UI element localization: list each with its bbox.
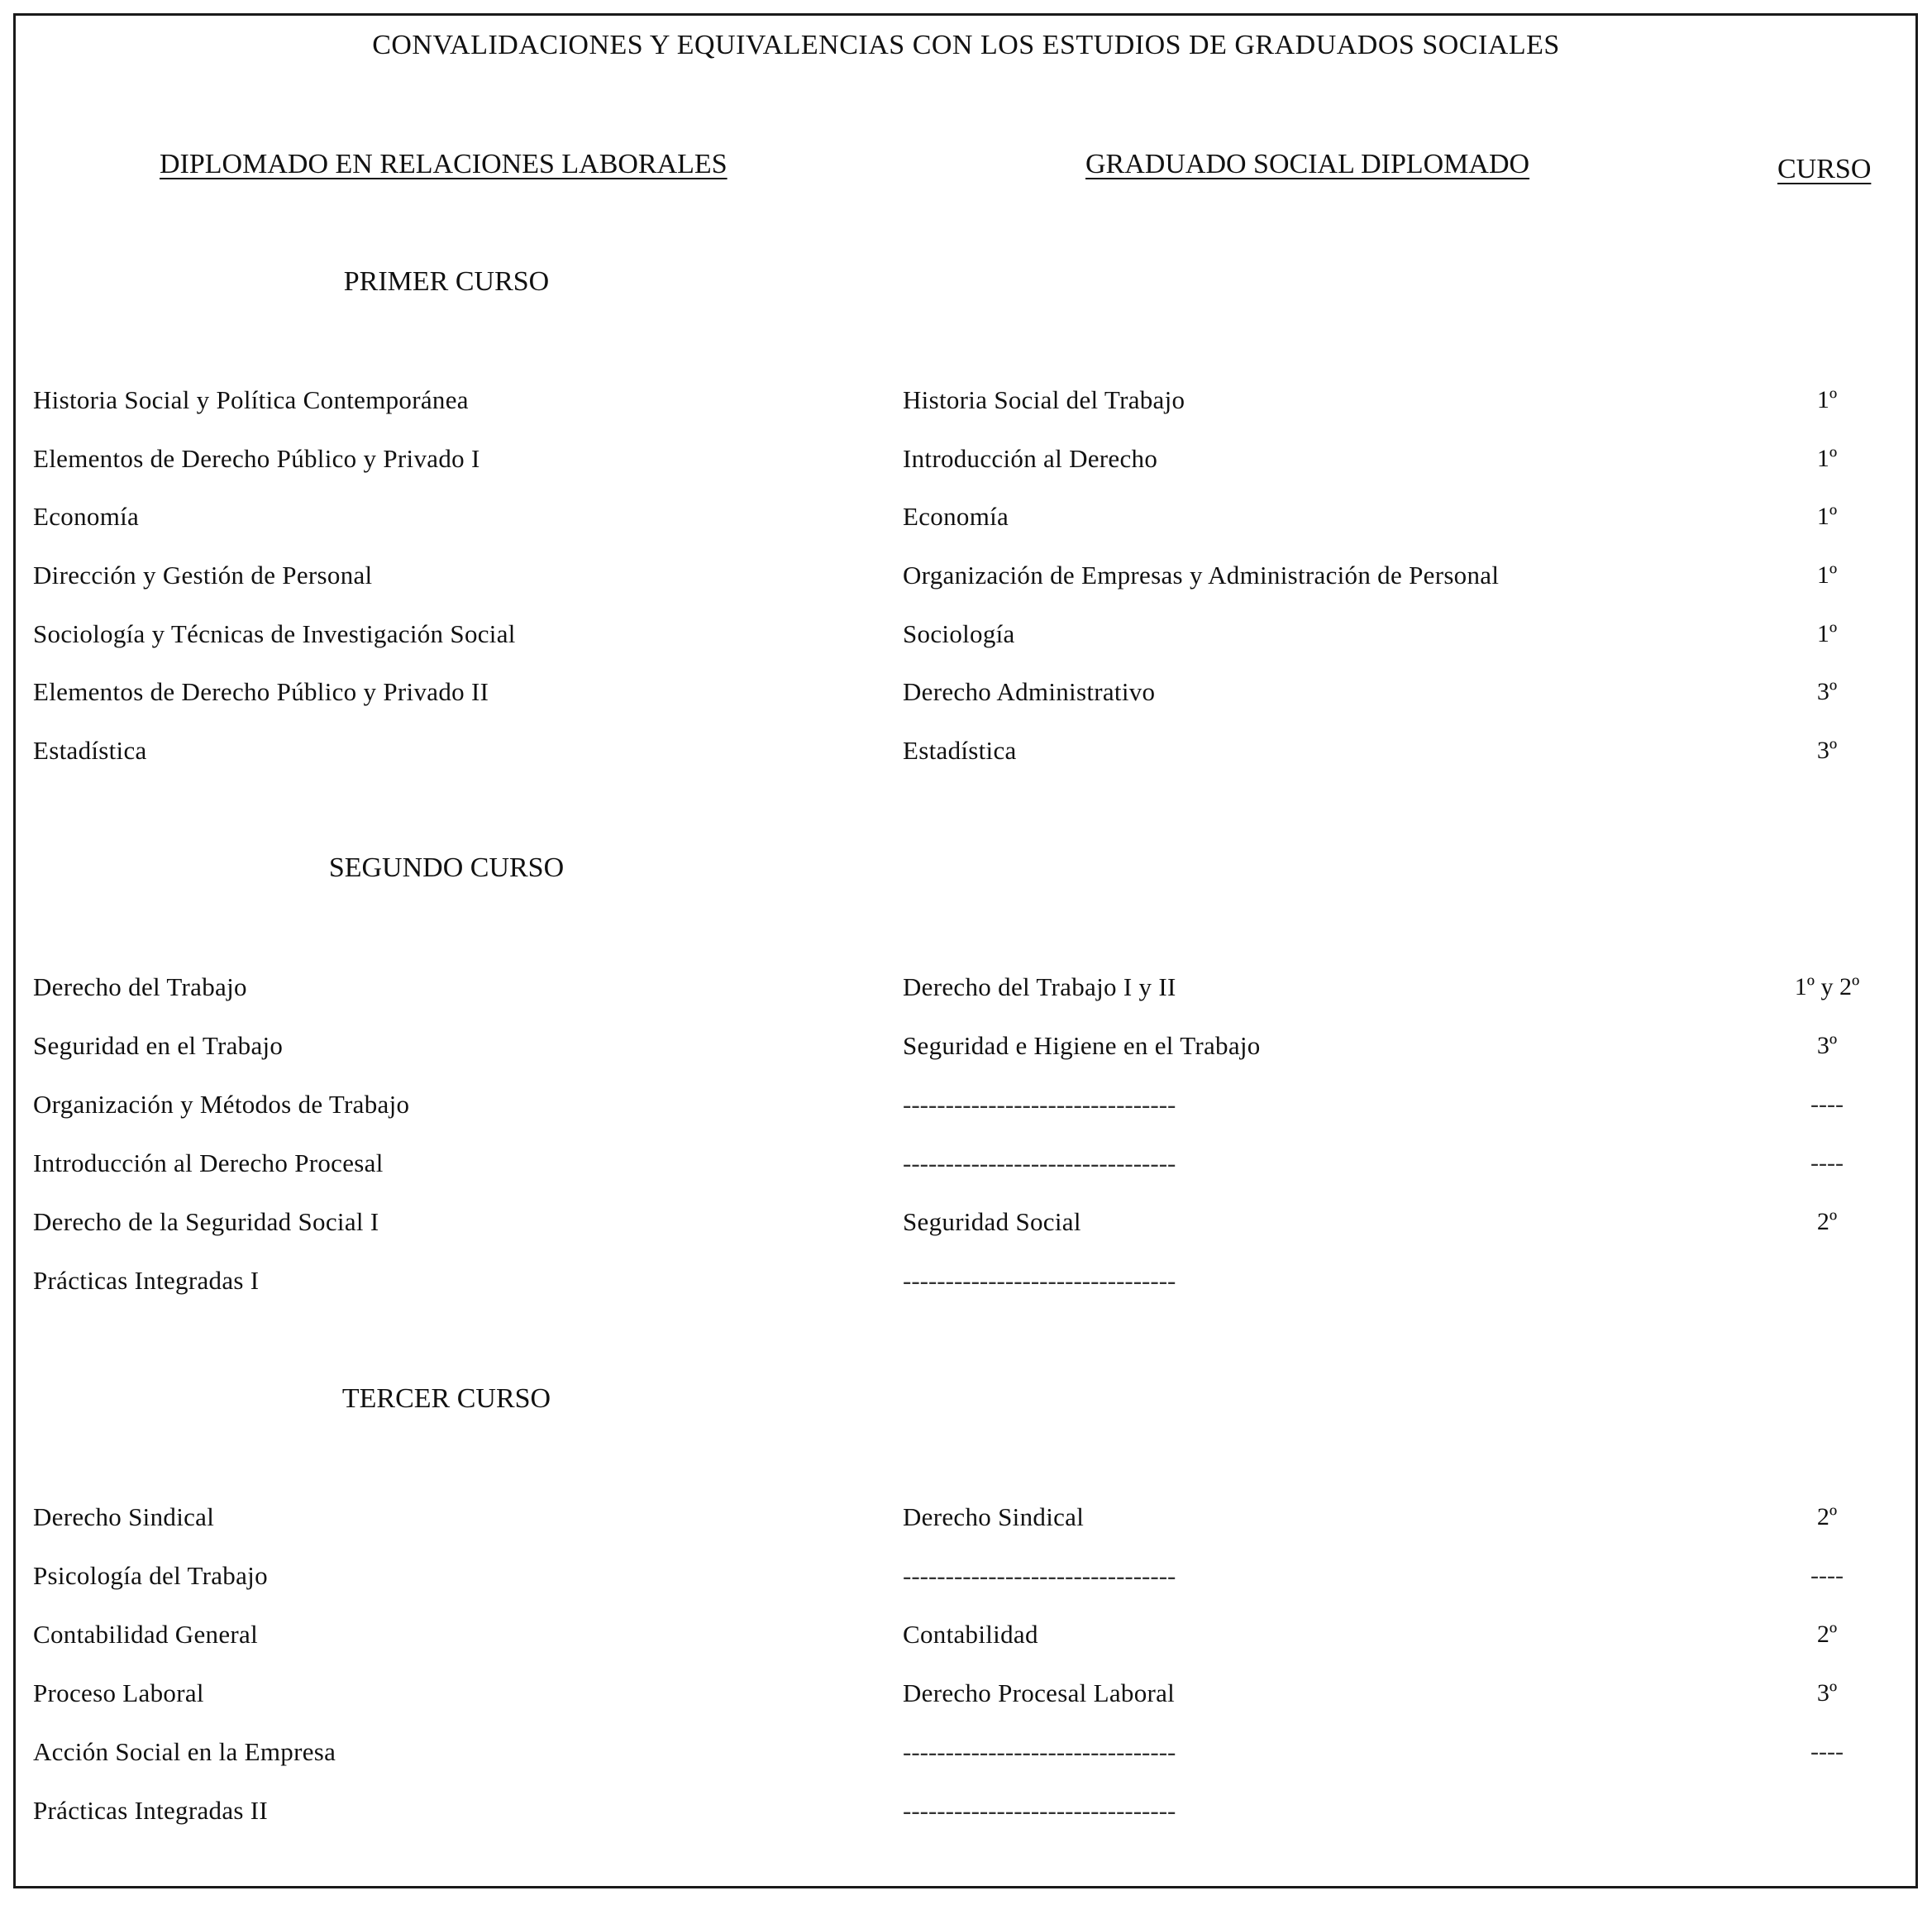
diplomado-subject: Elementos de Derecho Público y Privado I xyxy=(33,444,480,473)
curso-value: 3º xyxy=(1816,678,1838,705)
table-row xyxy=(0,674,1932,710)
curso-value: 3º xyxy=(1816,1032,1838,1059)
table-row xyxy=(0,1558,1932,1594)
curso-value: 1º xyxy=(1816,620,1838,647)
table-row xyxy=(0,1499,1932,1535)
table-row xyxy=(0,1263,1932,1299)
diplomado-subject: Organización y Métodos de Trabajo xyxy=(33,1090,410,1119)
diplomado-subject: Derecho del Trabajo xyxy=(33,972,247,1001)
graduado-subject: -------------------------------- xyxy=(903,1737,1176,1766)
column-header-curso: CURSO xyxy=(1777,154,1872,184)
graduado-subject: -------------------------------- xyxy=(903,1796,1176,1825)
diplomado-subject: Elementos de Derecho Público y Privado II xyxy=(33,677,489,706)
table-row xyxy=(0,616,1932,652)
curso-value: 1º xyxy=(1816,503,1838,530)
graduado-subject: -------------------------------- xyxy=(903,1266,1176,1295)
graduado-subject: Contabilidad xyxy=(903,1620,1038,1649)
curso-value: 3º xyxy=(1816,1679,1838,1707)
diplomado-subject: Sociología y Técnicas de Investigación Social xyxy=(33,619,516,648)
section-heading-segundo-curso: SEGUNDO CURSO xyxy=(328,852,565,883)
graduado-subject: -------------------------------- xyxy=(903,1561,1176,1590)
column-header-diplomado: DIPLOMADO EN RELACIONES LABORALES xyxy=(160,149,727,179)
curso-value: 1º xyxy=(1816,386,1838,413)
column-header-graduado: GRADUADO SOCIAL DIPLOMADO xyxy=(1085,149,1530,179)
section-heading-tercer-curso: TERCER CURSO xyxy=(341,1383,551,1414)
curso-value: 1º xyxy=(1816,561,1838,589)
section-heading-primer-curso: PRIMER CURSO xyxy=(343,266,550,297)
diplomado-subject: Proceso Laboral xyxy=(33,1678,204,1707)
diplomado-subject: Seguridad en el Trabajo xyxy=(33,1031,284,1060)
diplomado-subject: Psicología del Trabajo xyxy=(33,1561,268,1590)
table-row xyxy=(0,1145,1932,1182)
diplomado-subject: Acción Social en la Empresa xyxy=(33,1737,336,1766)
graduado-subject: -------------------------------- xyxy=(903,1090,1176,1119)
table-row xyxy=(0,1675,1932,1712)
diplomado-subject: Historia Social y Política Contemporánea xyxy=(33,385,469,414)
table-row xyxy=(0,969,1932,1005)
graduado-subject: Derecho Procesal Laboral xyxy=(903,1678,1176,1707)
diplomado-subject: Derecho Sindical xyxy=(33,1502,215,1531)
curso-value: 1º y 2º xyxy=(1794,973,1860,1000)
diplomado-subject: Introducción al Derecho Procesal xyxy=(33,1148,384,1177)
curso-value: ---- xyxy=(1810,1091,1844,1118)
diplomado-subject: Prácticas Integradas II xyxy=(33,1796,269,1825)
curso-value: 2º xyxy=(1816,1621,1838,1648)
graduado-subject: Derecho del Trabajo I y II xyxy=(903,972,1176,1001)
graduado-subject: Estadística xyxy=(903,736,1017,765)
graduado-subject: Economía xyxy=(903,502,1009,531)
curso-value: 2º xyxy=(1816,1208,1838,1235)
graduado-subject: Introducción al Derecho xyxy=(903,444,1158,473)
table-row xyxy=(0,499,1932,535)
curso-value: 2º xyxy=(1816,1503,1838,1530)
graduado-subject: Derecho Administrativo xyxy=(903,677,1156,706)
table-row xyxy=(0,1204,1932,1240)
graduado-subject: Seguridad Social xyxy=(903,1207,1081,1236)
curso-value: ---- xyxy=(1810,1149,1844,1177)
table-row xyxy=(0,1028,1932,1064)
curso-value: ---- xyxy=(1810,1562,1844,1589)
diplomado-subject: Prácticas Integradas I xyxy=(33,1266,260,1295)
graduado-subject: Seguridad e Higiene en el Trabajo xyxy=(903,1031,1261,1060)
table-row xyxy=(0,441,1932,477)
graduado-subject: -------------------------------- xyxy=(903,1148,1176,1177)
document-title: CONVALIDACIONES Y EQUIVALENCIAS CON LOS ESTUDIOS DE GRADUADOS SOCIALES xyxy=(372,30,1560,60)
diplomado-subject: Derecho de la Seguridad Social I xyxy=(33,1207,379,1236)
table-row xyxy=(0,382,1932,418)
curso-value: 3º xyxy=(1816,737,1838,764)
graduado-subject: Historia Social del Trabajo xyxy=(903,385,1185,414)
table-row xyxy=(0,1086,1932,1123)
table-row xyxy=(0,1793,1932,1829)
diplomado-subject: Contabilidad General xyxy=(33,1620,258,1649)
table-row xyxy=(0,557,1932,594)
graduado-subject: Derecho Sindical xyxy=(903,1502,1085,1531)
diplomado-subject: Economía xyxy=(33,502,140,531)
table-row xyxy=(0,1616,1932,1653)
table-row xyxy=(0,1734,1932,1770)
curso-value: ---- xyxy=(1810,1738,1844,1765)
graduado-subject: Sociología xyxy=(903,619,1015,648)
diplomado-subject: Estadística xyxy=(33,736,147,765)
graduado-subject: Organización de Empresas y Administración de Personal xyxy=(903,561,1500,590)
curso-value: 1º xyxy=(1816,445,1838,472)
table-row xyxy=(0,733,1932,769)
diplomado-subject: Dirección y Gestión de Personal xyxy=(33,561,373,590)
